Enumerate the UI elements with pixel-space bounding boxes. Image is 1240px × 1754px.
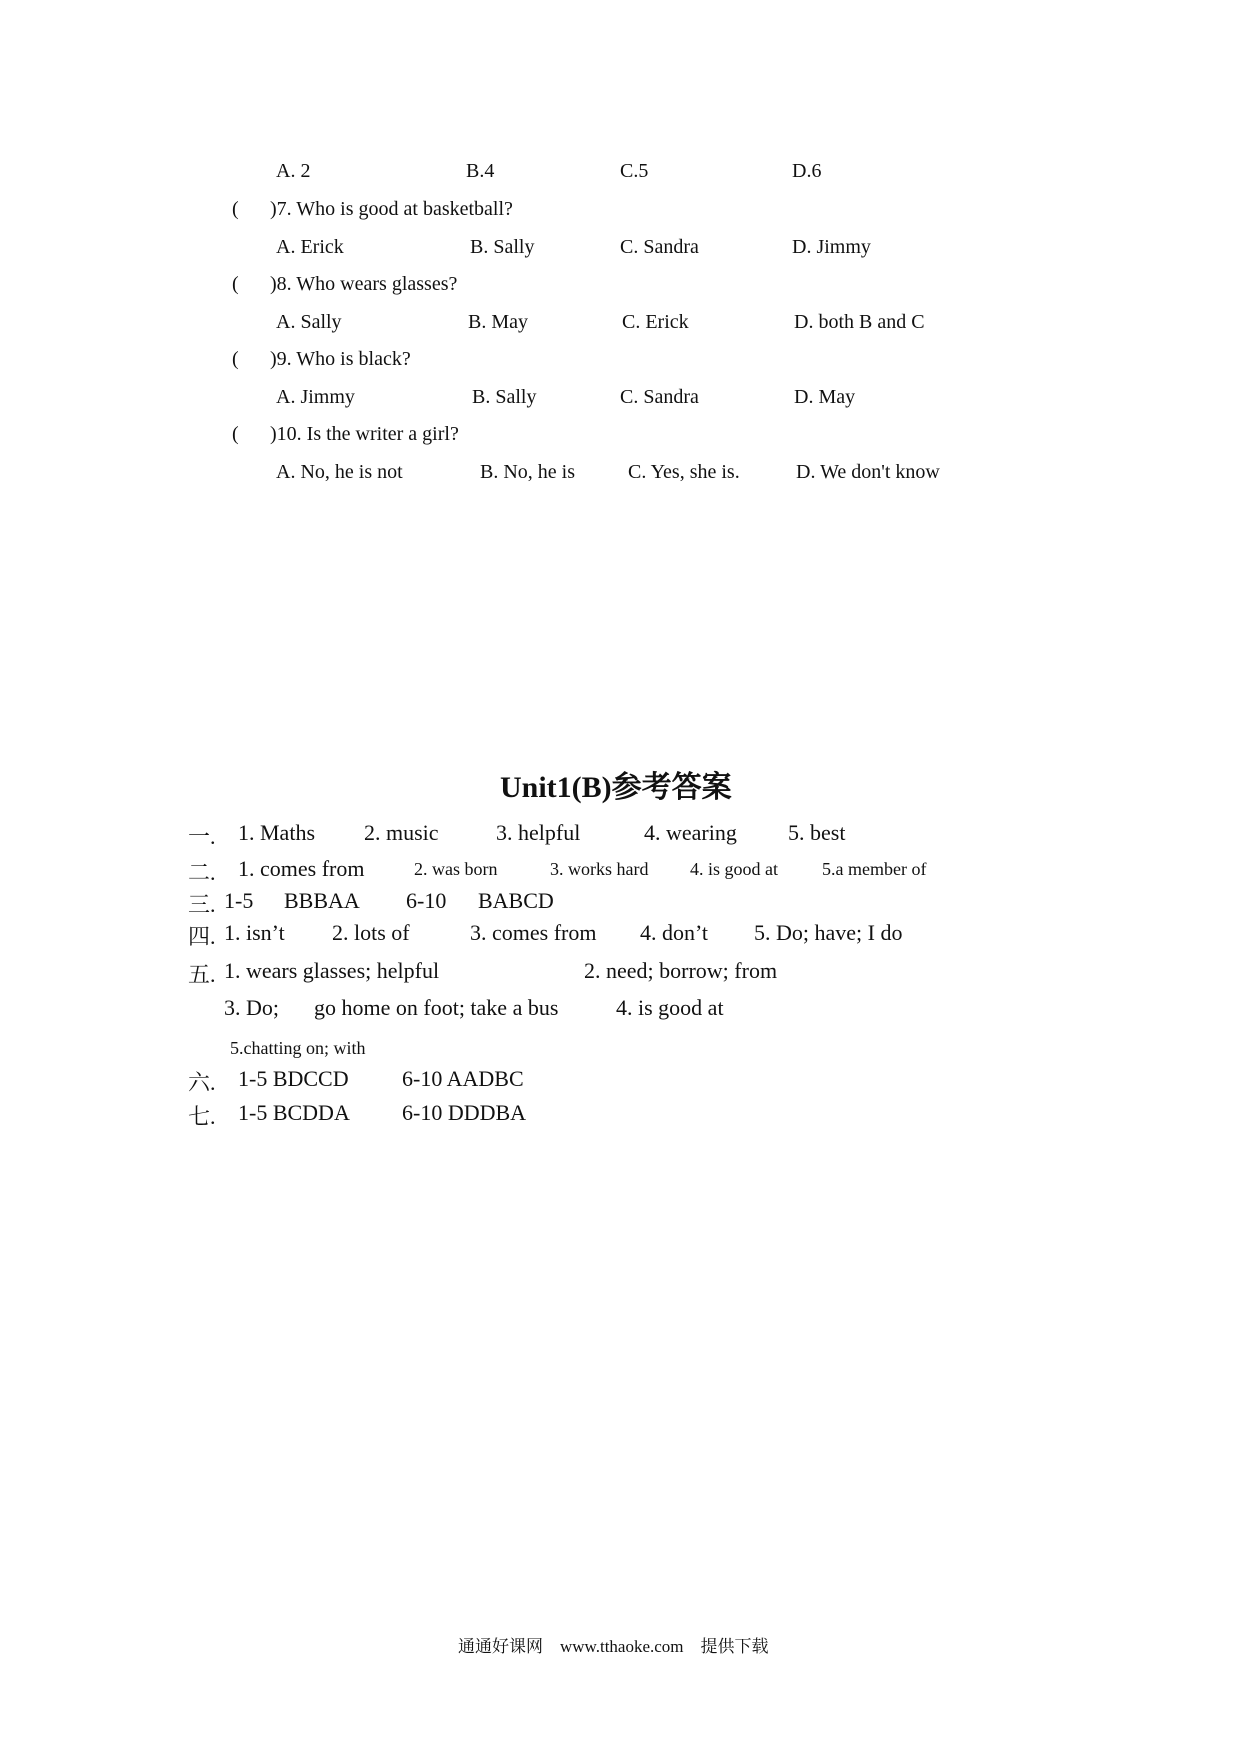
- option-a: A. Jimmy: [276, 386, 355, 408]
- question-stem: )10. Is the writer a girl?: [270, 423, 459, 445]
- section-number: 四.: [188, 924, 216, 949]
- answer-item: 3. comes from: [470, 920, 597, 945]
- option-a: A. 2: [276, 160, 311, 182]
- answer-item: BBBAA: [284, 888, 360, 913]
- section-number: 五.: [188, 962, 216, 987]
- answer-item: 1. Maths: [238, 820, 315, 845]
- option-d: D. May: [794, 386, 856, 408]
- answer-item: 5.a member of: [822, 859, 927, 879]
- option-b: B. No, he is: [480, 461, 575, 483]
- answer-item: 2. lots of: [332, 920, 410, 945]
- answer-item: 3. works hard: [550, 859, 649, 879]
- answer-item: 2. was born: [414, 859, 498, 879]
- answer-key-title: Unit1(B)参考答案: [500, 771, 732, 804]
- answer-item: 3. helpful: [496, 820, 581, 845]
- section-number: 六.: [188, 1070, 216, 1095]
- footer-source: 通通好课网: [458, 1637, 543, 1656]
- answer-item: 1-5 BDCCD: [238, 1066, 349, 1091]
- option-c: C. Sandra: [620, 386, 699, 408]
- option-d: D. We don't know: [796, 461, 940, 483]
- answer-item: 4. is good at: [690, 859, 778, 879]
- answer-paren: (: [232, 273, 239, 295]
- footer-url[interactable]: www.tthaoke.com: [560, 1637, 684, 1656]
- option-d: D. Jimmy: [792, 236, 871, 258]
- answer-item: 1. isn’t: [224, 920, 285, 945]
- option-c: C. Yes, she is.: [628, 461, 740, 483]
- answer-item: 4. don’t: [640, 920, 709, 945]
- option-c: C. Erick: [622, 311, 689, 333]
- section-number: 二.: [188, 860, 216, 885]
- option-b: B. Sally: [470, 236, 535, 258]
- answer-paren: (: [232, 198, 239, 220]
- answer-item: 6-10: [406, 888, 447, 913]
- answer-item: 5. Do; have; I do: [754, 920, 903, 945]
- section-number: 七.: [188, 1104, 216, 1129]
- answer-item: 4. is good at: [616, 995, 724, 1020]
- question-stem: )7. Who is good at basketball?: [270, 198, 513, 220]
- section-number: 三.: [188, 892, 216, 917]
- option-b: B.4: [466, 160, 495, 182]
- answer-item: 4. wearing: [644, 820, 737, 845]
- answer-item: 5. best: [788, 820, 846, 845]
- answer-item: 1-5: [224, 888, 254, 913]
- answer-item: 2. need; borrow; from: [584, 958, 778, 983]
- answer-item: go home on foot; take a bus: [314, 995, 559, 1020]
- answer-item: 2. music: [364, 820, 439, 845]
- option-a: A. Erick: [276, 236, 344, 258]
- question-stem: )9. Who is black?: [270, 348, 411, 370]
- section-number: 一.: [188, 824, 216, 849]
- answer-item: 6-10 AADBC: [402, 1066, 524, 1091]
- answer-item: 5.chatting on; with: [230, 1038, 366, 1058]
- footer-note: 提供下载: [700, 1637, 769, 1656]
- option-d: D.6: [792, 160, 822, 182]
- option-a: A. No, he is not: [276, 461, 403, 483]
- answer-item: 3. Do;: [224, 995, 279, 1020]
- option-a: A. Sally: [276, 311, 342, 333]
- answer-item: 1. comes from: [238, 856, 365, 881]
- answer-item: 1-5 BCDDA: [238, 1100, 350, 1125]
- option-c: C. Sandra: [620, 236, 699, 258]
- option-b: B. Sally: [472, 386, 537, 408]
- question-stem: )8. Who wears glasses?: [270, 273, 458, 295]
- answer-item: BABCD: [478, 888, 554, 913]
- option-c: C.5: [620, 160, 649, 182]
- answer-item: 6-10 DDDBA: [402, 1100, 527, 1125]
- answer-item: 1. wears glasses; helpful: [224, 958, 440, 983]
- option-b: B. May: [468, 311, 528, 333]
- answer-paren: (: [232, 348, 239, 370]
- footer: [458, 1632, 769, 1657]
- answer-paren: (: [232, 423, 239, 445]
- option-d: D. both B and C: [794, 311, 925, 333]
